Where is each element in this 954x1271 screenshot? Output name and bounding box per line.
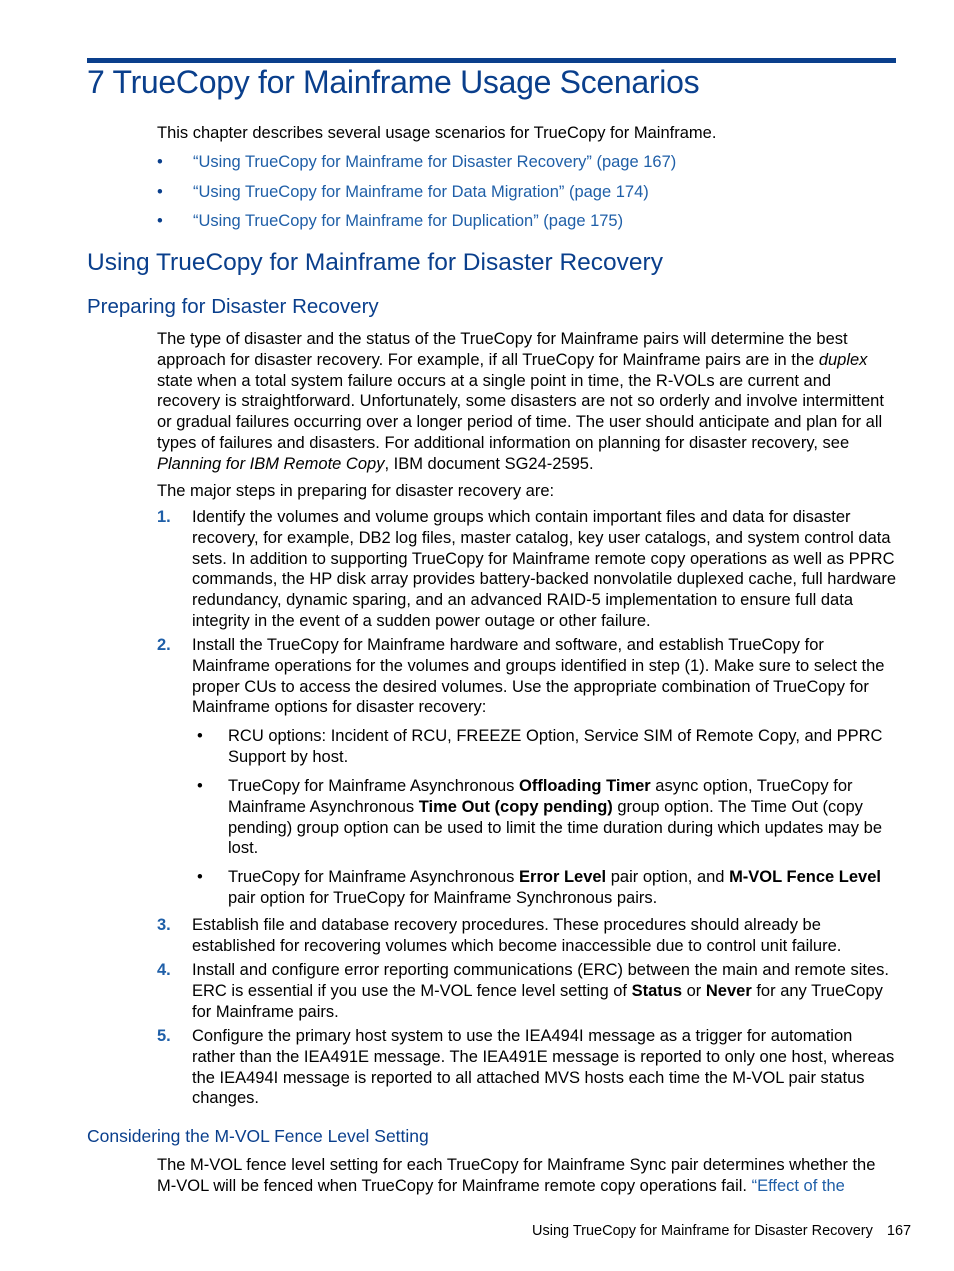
fence-level-paragraph: The M-VOL fence level setting for each TrueCopy for Mainframe Sync pair determines whether the M-VOL will be fenced when TrueCopy for Mainframe remote copy operations fail. “Effect of the [157, 1156, 876, 1195]
chapter-intro: This chapter describes several usage scenarios for TrueCopy for Mainframe. [157, 124, 717, 142]
toc-link-disaster-recovery[interactable]: “Using TrueCopy for Mainframe for Disaster Recovery” (page 167) [193, 153, 677, 171]
step-text: Install and configure error reporting communications (ERC) between the main and remote sites. ERC is essential if you use the M-VOL fence level setting of Status or Never for any TrueCopy for Mainframe pairs. [192, 961, 889, 1021]
chapter-title: 7 TrueCopy for Mainframe Usage Scenarios [87, 64, 700, 100]
step-item [157, 635, 897, 718]
toc-link-data-migration[interactable]: “Using TrueCopy for Mainframe for Data Migration” (page 174) [193, 182, 649, 201]
step-number: 3. [157, 916, 171, 934]
footer-label: Using TrueCopy for Mainframe for Disaster Recovery [532, 1223, 873, 1239]
step-text: Identify the volumes and volume groups which contain important files and data for disaster recovery, for example, DB2 log files, master catalog, key user catalogs, and system control data sets. In addition to supporting TrueCopy for Mainframe remote copy operations as well as PPRC commands, the HP disk array provides battery-backed nonvolatile duplexed cache, full hardware redundancy, dynamic sparing, and an advanced RAID-5 implementation to ensure full data integrity in the event of a sudden power outage or other failure. [192, 508, 897, 630]
toc-item [157, 183, 676, 213]
steps-intro: The major steps in preparing for disaster recovery are: [157, 482, 555, 500]
option-item [197, 867, 897, 909]
step-item [157, 960, 897, 1022]
step-item [157, 1026, 897, 1109]
step-number: 1. [157, 508, 171, 526]
option-item [197, 776, 897, 859]
option-text: TrueCopy for Mainframe Asynchronous Error Level pair option, and M-VOL Fence Level pair option for TrueCopy for Mainframe Synchronous pairs. [228, 868, 881, 907]
toc-link-duplication[interactable]: “Using TrueCopy for Mainframe for Duplication” (page 175) [193, 212, 624, 230]
step-number: 4. [157, 961, 171, 979]
step-text: Install the TrueCopy for Mainframe hardware and software, and establish TrueCopy for Mainframe operations for the volumes and groups identified in step (1). Make sure to select the proper CUs to access the desired volumes. Use the appropriate combination of TrueCopy for Mainframe options for disaster recovery: [192, 636, 885, 717]
step-text: Establish file and database recovery procedures. These procedures should already be established for recovering volumes which become inaccessible due to control unit failure. [192, 916, 842, 955]
page-number: 167 [886, 1223, 912, 1239]
step-text: Configure the primary host system to use the IEA494I message as a trigger for automation rather than the IEA491E message. The IEA491E message is reported to only one host, whereas the IEA494I message is reported to all attached MVS hosts each time the M-VOL pair status changes. [192, 1027, 895, 1108]
step-number: 2. [157, 636, 171, 654]
step-item [157, 507, 897, 632]
step-item [157, 915, 897, 957]
toc-item [157, 212, 676, 242]
subsection-title: Preparing for Disaster Recovery [87, 295, 379, 318]
option-text: RCU options: Incident of RCU, FREEZE Option, Service SIM of Remote Copy, and PPRC Support by host. [228, 727, 883, 766]
bullet-icon: • [197, 727, 203, 745]
intro-paragraph: The type of disaster and the status of the TrueCopy for Mainframe pairs will determine the best approach for disaster recovery. For example, if all TrueCopy for Mainframe pairs are in the duplex state when a total system failure occurs at a single point in time, the R-VOLs are current and recovery is straightforward. Unfortunately, some disasters are not so orderly and involve intermittent or gradual failures occurring over a longer period of time. The user should anticipate and plan for all types of failures and disasters. For additional information on planning for disaster recovery, see Planning for IBM Remote Copy, IBM document SG24-2595. [157, 330, 884, 473]
chapter-rule [87, 58, 896, 63]
bullet-icon: • [157, 212, 163, 230]
cross-reference-link[interactable]: “Effect of the [751, 1176, 845, 1195]
chapter-toc [157, 153, 676, 242]
page-footer [532, 1223, 911, 1239]
toc-item [157, 153, 676, 183]
option-text: TrueCopy for Mainframe Asynchronous Offloading Timer async option, TrueCopy for Mainframe Asynchronous Time Out (copy pending) group option. The Time Out (copy pending) group option can be used to limit the time duration during which updates may be lost. [228, 777, 882, 858]
subsubsection-title: Considering the M-VOL Fence Level Setting [87, 1126, 429, 1146]
bullet-icon: • [157, 182, 163, 201]
bullet-icon: • [197, 777, 203, 795]
option-item [197, 726, 897, 768]
section-title: Using TrueCopy for Mainframe for Disaster Recovery [87, 249, 663, 276]
bullet-icon: • [197, 868, 203, 886]
bullet-icon: • [157, 153, 163, 171]
step-number: 5. [157, 1027, 171, 1045]
